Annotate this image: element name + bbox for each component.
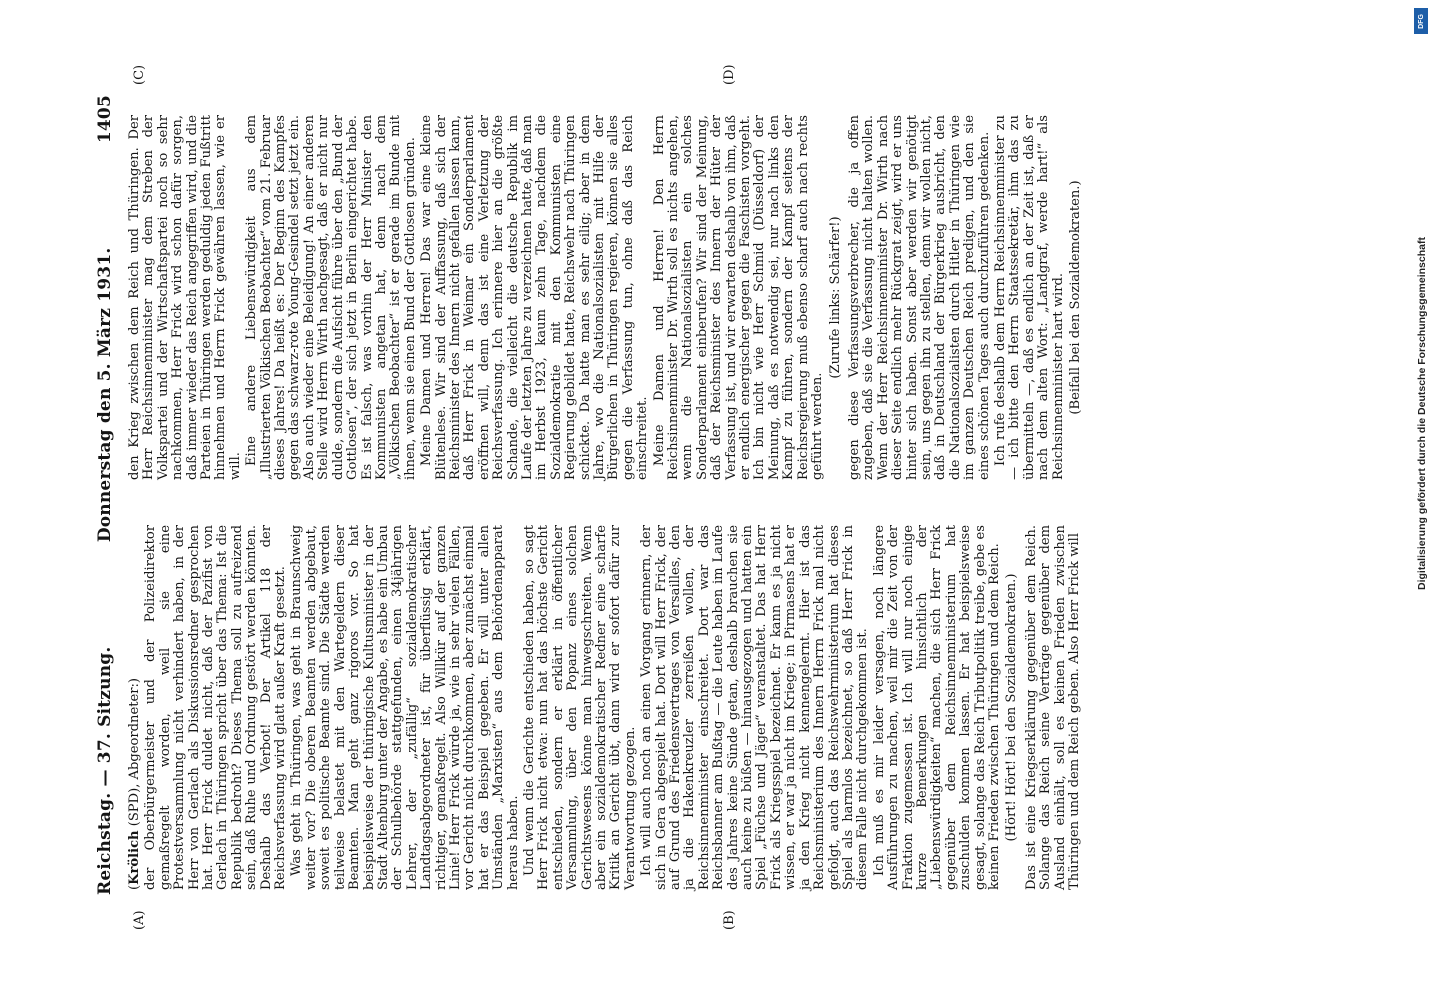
header-date: Donnerstag den 5. März 1931. [95,247,115,543]
paragraph: Eine andere Liebenswürdigkeit aus dem „Illustrierten Völkischen Beobachter“ vom 21. Februar dieses Jahres! Da heißt es: Der Beginn des Kampfes gegen das schwarz-rote Young-Gesindel setzt jetzt ein. Also auch wieder eine Beleidigung! An einer anderen Stelle wird Herrn Wirth nachgesagt, daß er nicht nur dulde, sondern die Aufsicht führe über den „Bund der Gottlosen“, der sich jetzt in Berlin eingerichtet habe. Es ist falsch, was vorhin der Herr Minister den Kommunisten angetan hat, denn nach dem „Völkischen Beobachter“ ist er gerade im Bunde mit ihnen, wenn sie einen Bund der Gottlosen gründen. [244,115,418,480]
paragraph: den Krieg zwischen dem Reich und Thüringen. Der Herr Reichsinnenminister mag dem Streben der Volkspartei und der Wirtschaftspartei noch so sehr nachkommen, Herr Frick wird schon dafür sorgen, daß immer wieder das Reich angegriffen wird, und die Parteien in Thüringen werden geduldig jeden Fußtritt hinnehmen und Herrn Frick gewähren lassen, wie er will. [127,115,243,480]
page-number: 1405 [95,95,115,144]
paragraph: Und wenn die Gerichte entschieden haben, so sagt Herr Frick nicht etwa: nun hat das höchste Gericht entschieden, sondern er erklärt in öffentlicher Versammlung, über den Popanz eines solchen Gerichtswesens könne man hinwegschreiten. Wenn aber ein sozialdemokratischer Redner eine scharfe Kritik an Gericht übt, dann wird er sofort dafür zur Verantwortung gezogen. [521,525,638,890]
right-column [128,115,1088,480]
paragraph: Ich muß es mir leider versagen, noch längere Ausführungen zu machen, weil mir die Zeit von der Fraktion zugemessen ist. Ich will nur noch einige kurze Bemerkungen hinsichtlich der „Liebenswürdigkeiten“ machen, die sich Herr Frick gegenüber dem Reichsinnenministerium hat zuschulden kommen lassen. Er hat beispielsweise gesagt, solange das Reich Tributpolitik treibe, gebe es keinen Frieden zwischen Thüringen und dem Reich. [871,525,1002,890]
running-head [95,95,123,895]
paragraph: Ich will auch noch an einen Vorgang erinnern, der sich in Gera abgespielt hat. Dort will Herr Frick, der auf Grund des Friedensvertrages von Versailles, den ja die Hakenkreuzler zerreißen wollen, der Reichsinnenminister einschreitet. Dort war das Reichsbanner am Bußtag — die Leute haben im Laufe des Jahres keine Sünde getan, deshalb brauchen sie auch keine zu büßen — hinausgezogen und hatten ein Spiel „Füchse und Jäger“ veranstaltet. Das hat Herr Frick als Kriegsspiel bezeichnet. Er kann es ja nicht wissen, er war ja nicht im Kriege; in Pirmasens hat er ja den Krieg nicht kennengelernt. Hier ist das Reichsministerium des Innern Herrn Frick mal nicht gefolgt, auch das Reichswehrministerium hat dieses Spiel als harmlos bezeichnet, so daß Herr Frick in diesem Falle nicht durchgekommen ist. [639,525,871,890]
paragraph: Meine Damen und Herren! Das war eine kleine Blütenlese. Wir sind der Auffassung, daß sich der Reichsminister des Innern nicht gefallen lassen kann, daß Herr Frick in Weimar ein Sonderparlament eröffnen will, denn das ist eine Verletzung der Reichsverfassung. Ich erinnere hier an die größte Schande, die vielleicht die deutsche Republik im Laufe der letzten Jahre zu verzeichnen hatte, daß man im Herbst 1923, kaum zehn Tage, nachdem die Sozialdemokratie mit den Kommunisten eine Regierung gebildet hatte, Reichswehr nach Thüringen schickte. Da hatte man es sehr eilig; aber in dem Jahre, wo die Nationalsozialisten mit Hilfe der Bürgerlichen in Thüringen regieren, können sie alles gegen die Verfassung tun, ohne daß das Reich einschreitet. [419,115,651,480]
dfg-logo: DFG [1414,8,1428,34]
margin-mark-c: (C) [132,64,147,85]
margin-mark-a: (A) [132,910,147,930]
digitization-credit: Digitalisierung gefördert durch die Deutsche Forschungsgemeinschaft [1416,237,1428,590]
left-column [128,525,1084,890]
interjection: (Beifall bei den Sozialdemokraten.) [1068,180,1083,415]
digitization-credit-strip [1410,0,1434,1000]
paragraph: Ich rufe deshalb dem Herrn Reichsinnenminister zu — ich bitte den Herrn Staatssekretär, ihm das zu übermitteln —, daß es endlich an der Zeit ist, daß er nach dem alten Wort: „Landgraf, werde hart!“ als Reichsinnenminister hart wird. [992,115,1066,480]
interjection: (Zurufe links: Schärfer!) [827,216,843,379]
speaker-name: Krölich [127,830,142,885]
header-left: Reichstag. — 37. Sitzung. [95,646,115,895]
paragraph: der Oberbürgermeister und der Polizeidirektor gemaßregelt worden, weil sie eine Protestversammlung nicht verhindert haben, in der Herr von Gerlach als Diskussionsredner gesprochen hat. Herr Frick duldet nicht, daß der Pazifist von Gerlach in Thüringen spricht über das Thema: Ist die Republik bedroht? Dieses Thema soll zu aufreizend sein, daß Ruhe und Ordnung gestört werden könnten. Deshalb das Verbot! Der Artikel 118 der Reichsverfassung wird glatt außer Kraft gesetzt. [143,525,289,890]
speaker-suffix: (SPD), Abgeordneter:) [127,677,142,831]
paragraph: gegen diese Verfassungsverbrecher, die ja offen zugeben, daß sie die Verfassung nicht halten wollen. Wenn der Herr Reichsinnenminister Dr. Wirth nach dieser Seite endlich mehr Rückgrat zeigt, wird er uns hinter sich haben. Sonst aber werden wir genötigt sein, uns gegen ihn zu stellen, denn wir wollen nicht, daß in Deutschland der Bürgerkrieg ausbricht, den die Nationalsozialisten durch Hitler in Thüringen wie im ganzen Deutschen Reich predigen, und den sie eines schönen Tages auch durchzuführen gedenken. [846,115,992,480]
margin-mark-b: (B) [722,910,737,930]
margin-mark-d: (D) [722,64,737,85]
speaker-line: (Krölich (SPD), Abgeordneter:) [127,677,142,890]
paragraph: Meine Damen und Herren! Den Herrn Reichsinnenminister Dr. Wirth soll es nichts angehen, wenn die Nationalsozialisten ein solches Sonderparlament einberufen? Wir sind der Meinung, daß der Reichsminister des Innern der Hüter der Verfassung ist, und wir erwarten deshalb von ihm, daß er endlich energischer gegen die Faschisten vorgeht. Ich bin nicht wie Herr Schmid (Düsseldorf) der Meinung, daß es notwendig sei, nur nach links den Kampf zu führen, sondern der Kampf seitens der Reichsregierung muß ebenso scharf auch nach rechts geführt werden. [651,115,826,480]
paragraph: Was geht in Thüringen, was geht in Braunschweig weiter vor? Die oberen Beamten werden abgebaut, soweit es politische Beamte sind. Die Städte werden teilweise belastet mit den Wartegeldern dieser Beamten. Man geht ganz rigoros vor. So hat beispielsweise der thüringische Kultusminister in der Stadt Altenburg unter der Angabe, es habe ein Umbau der Schulbehörde stattgefunden, einen 34jährigen Lehrer, der „zufällig“ sozialdemokratischer Landtagsabgeordneter ist, für überflüssig erklärt, richtiger, gemaßregelt. Also Willkür auf der ganzen Linie! Herr Frick würde ja, wie in sehr vielen Fällen, vor Gericht nicht durchkommen, aber zunächst einmal hat er das Beispiel gegeben. Er will unter allen Umständen „Marxisten“ aus dem Behördenapparat heraus haben. [289,525,521,890]
interjection: (Hört! Hört! bei den Sozialdemokraten.) [1004,573,1020,842]
paragraph: Das ist eine Kriegserklärung gegenüber dem Reich. Solange das Reich seine Verträge gegenüber dem Ausland einhält, soll es keinen Frieden zwischen Thüringen und dem Reich geben. Also Herr Frick will [1023,525,1082,890]
